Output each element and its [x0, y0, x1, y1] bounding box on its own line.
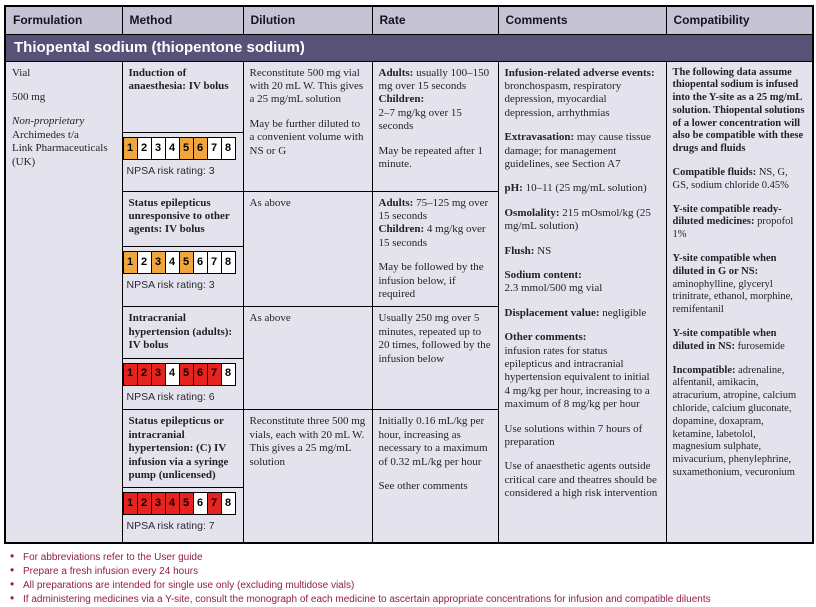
- npsa-box-4: 4: [165, 492, 180, 515]
- paragraph: Y-site compatible ready-diluted medicines: propofol 1%: [672, 203, 794, 241]
- comments-cell: [498, 61, 666, 543]
- paragraph: Children:: [378, 93, 425, 106]
- column-header-row: [5, 6, 813, 34]
- npsa-box-5: 5: [179, 492, 194, 515]
- dilution-text: [244, 192, 372, 215]
- paragraph: See other comments: [378, 479, 468, 492]
- npsa-box-5: 5: [179, 251, 194, 274]
- rate-cell-2: [372, 191, 498, 307]
- method-cell-induction: [122, 61, 243, 191]
- npsa-box-2: 2: [137, 137, 152, 160]
- npsa-box-8: 8: [221, 492, 236, 515]
- paragraph: Children: 4 mg/kg over 15 seconds: [378, 223, 486, 249]
- paragraph: Sodium content:: [504, 268, 582, 281]
- npsa-box-4: 4: [165, 363, 180, 386]
- dilution-cell-4: [243, 410, 372, 543]
- npsa-risk-boxes: [123, 137, 243, 160]
- npsa-box-2: 2: [137, 251, 152, 274]
- npsa-box-7: 7: [207, 363, 222, 386]
- dilution-text: [244, 62, 372, 163]
- comments-text: [499, 62, 666, 506]
- npsa-box-8: 8: [221, 251, 236, 274]
- footnote-item: • All preparations are intended for single use only (excluding multidose vials): [10, 579, 816, 592]
- npsa-risk-boxes: [123, 251, 243, 274]
- paragraph: Usually 250 mg over 5 minutes, repeated up to 20 times, followed by the infusion below: [378, 312, 491, 365]
- paragraph: Reconstitute three 500 mg vials, each with 20 mL W. This gives a 25 mg/mL solution: [249, 415, 366, 468]
- paragraph: 2.3 mmol/500 mg vial: [504, 282, 603, 295]
- npsa-box-3: 3: [151, 492, 166, 515]
- npsa-box-1: 1: [123, 251, 138, 274]
- formulation-text: [6, 62, 122, 174]
- npsa-box-5: 5: [179, 363, 194, 386]
- npsa-box-1: 1: [123, 363, 138, 386]
- paragraph: Use of anaesthetic agents outside critical care and theatres should be considered a high risk intervention: [504, 460, 658, 500]
- paragraph: Adults: 75–125 mg over 15 seconds: [378, 196, 489, 222]
- npsa-risk-rating: NPSA risk rating: 6: [126, 390, 215, 403]
- rate-cell-3: [372, 307, 498, 410]
- npsa-risk-scale: [123, 487, 243, 542]
- drug-title-row: [5, 34, 813, 61]
- dilution-cell-2: [243, 191, 372, 307]
- npsa-box-6: 6: [193, 492, 208, 515]
- npsa-risk-scale: [123, 132, 243, 190]
- method-cell-status-epilepticus: [122, 191, 243, 307]
- npsa-box-6: 6: [193, 251, 208, 274]
- footnotes-list: [0, 551, 816, 606]
- paragraph: infusion rates for status epilepticus and intracranial hypertension equivalent to initial 4 mg/kg per hour, increasing to a maximum of 8 mg/kg per hour: [504, 344, 650, 411]
- npsa-box-4: 4: [165, 251, 180, 274]
- paragraph: Extravasation: may cause tissue damage; for management guidelines, see Section A7: [504, 131, 651, 170]
- npsa-box-3: 3: [151, 251, 166, 274]
- compatibility-cell: [666, 61, 813, 543]
- method-cell-syringe-pump-infusion: [122, 410, 243, 543]
- npsa-box-3: 3: [151, 363, 166, 386]
- paragraph: Y-site compatible when diluted in G or NS: aminophylline, glyceryl trinitrate, ethanol, morphine, remifentanil: [672, 253, 793, 316]
- paragraph: Adults: usually 100–150 mg over 15 seconds: [378, 66, 490, 92]
- method-cell-intracranial-hypertension: [122, 307, 243, 410]
- npsa-risk-boxes: [123, 363, 243, 386]
- npsa-box-7: 7: [207, 137, 222, 160]
- dilution-text: [244, 410, 372, 474]
- npsa-box-4: 4: [165, 137, 180, 160]
- paragraph: As above: [249, 196, 291, 209]
- npsa-box-1: 1: [123, 492, 138, 515]
- paragraph: Y-site compatible when diluted in NS: furosemide: [672, 328, 785, 352]
- col-header-formulation: Formulation: [5, 6, 122, 34]
- dilution-cell-3: [243, 307, 372, 410]
- npsa-box-6: 6: [193, 363, 208, 386]
- npsa-box-7: 7: [207, 492, 222, 515]
- npsa-box-1: 1: [123, 137, 138, 160]
- col-header-compatibility: Compatibility: [666, 6, 813, 34]
- paragraph: Archimedes t/a: [12, 128, 79, 141]
- paragraph: 500 mg: [12, 90, 46, 103]
- footnote-item: • For abbreviations refer to the User guide: [10, 551, 816, 564]
- footnote-item: • Prepare a fresh infusion every 24 hours: [10, 565, 816, 578]
- paragraph: Other comments:: [504, 331, 587, 344]
- paragraph: Compatible fluids: NS, G, GS, sodium chloride 0.45%: [672, 167, 789, 191]
- paragraph: Incompatible: adrenaline, alfentanil, amikacin, atracurium, atropine, calcium chloride, calcium gluconate, dopamine, doxapram, ketamine, labetolol, magnesium sulphate, mivacurium, phenylephrine, suxamethonium, vecuronium: [672, 364, 797, 479]
- paragraph: pH: 10–11 (25 mg/mL solution): [504, 182, 647, 195]
- npsa-risk-boxes: [123, 492, 243, 515]
- paragraph: Link Pharmaceuticals: [12, 142, 108, 155]
- compatibility-text: [667, 62, 813, 485]
- paragraph: Initially 0.16 mL/kg per hour, increasing as necessary to a maximum of 0.32 mL/kg per hour: [378, 415, 488, 468]
- col-header-rate: Rate: [372, 6, 498, 34]
- method-title: Status epilepticus or intracranial hypertension: (C) IV infusion via a syringe pump (unlicensed): [128, 415, 229, 481]
- npsa-box-6: 6: [193, 137, 208, 160]
- method-title: Intracranial hypertension (adults): IV bolus: [128, 312, 233, 352]
- paragraph: May be further diluted to a convenient volume with NS or G: [249, 117, 364, 157]
- drug-title-banner: Thiopental sodium (thiopentone sodium): [5, 34, 813, 61]
- paragraph: May be repeated after 1 minute.: [378, 144, 483, 170]
- rate-text: [373, 192, 498, 307]
- npsa-risk-scale: [123, 246, 243, 304]
- rate-text: [373, 410, 498, 498]
- col-header-comments: Comments: [498, 6, 666, 34]
- npsa-risk-scale: [123, 358, 243, 410]
- paragraph: 2–7 mg/kg over 15 seconds: [378, 106, 462, 133]
- npsa-risk-rating: NPSA risk rating: 3: [126, 164, 215, 177]
- dilution-text: [244, 307, 372, 330]
- dilution-cell-1: [243, 61, 372, 191]
- npsa-box-8: 8: [221, 137, 236, 160]
- paragraph: Use solutions within 7 hours of preparation: [504, 422, 643, 449]
- formulation-cell: [5, 61, 122, 543]
- npsa-box-2: 2: [137, 363, 152, 386]
- paragraph: Reconstitute 500 mg vial with 20 mL W. This gives a 25 mg/mL solution: [249, 66, 364, 106]
- paragraph: The following data assume thiopental sodium is infused into the Y-site as a 25 mg/mL solution. Thiopental solutions of a lower concentration will also be compatible with these drugs and fluids: [672, 66, 805, 155]
- paragraph: Osmolality: 215 mOsmol/kg (25 mg/mL solution): [504, 206, 651, 233]
- rate-text: [373, 307, 498, 371]
- paragraph: Displacement value: negligible: [504, 306, 647, 319]
- npsa-box-3: 3: [151, 137, 166, 160]
- col-header-method: Method: [122, 6, 243, 34]
- paragraph: Non-proprietary: [12, 115, 85, 128]
- monograph-table: [4, 5, 814, 544]
- paragraph: Infusion-related adverse events: bronchospasm, respiratory depression, myocardial depression, arrhythmias: [504, 66, 655, 119]
- npsa-risk-rating: NPSA risk rating: 3: [126, 278, 215, 291]
- paragraph: Vial: [12, 66, 31, 79]
- npsa-box-8: 8: [221, 363, 236, 386]
- method-title: Induction of anaesthesia: IV bolus: [128, 66, 229, 92]
- npsa-box-5: 5: [179, 137, 194, 160]
- paragraph: (UK): [12, 155, 36, 168]
- col-header-dilution: Dilution: [243, 6, 372, 34]
- npsa-risk-rating: NPSA risk rating: 7: [126, 520, 215, 533]
- npsa-box-7: 7: [207, 251, 222, 274]
- method-title: Status epilepticus unresponsive to other agents: IV bolus: [128, 196, 230, 236]
- paragraph: Flush: NS: [504, 244, 552, 257]
- rate-cell-1: [372, 61, 498, 191]
- paragraph: As above: [249, 312, 291, 325]
- npsa-box-2: 2: [137, 492, 152, 515]
- rate-text: [373, 62, 498, 177]
- rate-cell-4: [372, 410, 498, 543]
- paragraph: May be followed by the infusion below, if required: [378, 261, 484, 300]
- footnote-item: • If administering medicines via a Y-site, consult the monograph of each medicine to ascertain appropriate concentrations for infusion and compatible diluents: [10, 593, 816, 606]
